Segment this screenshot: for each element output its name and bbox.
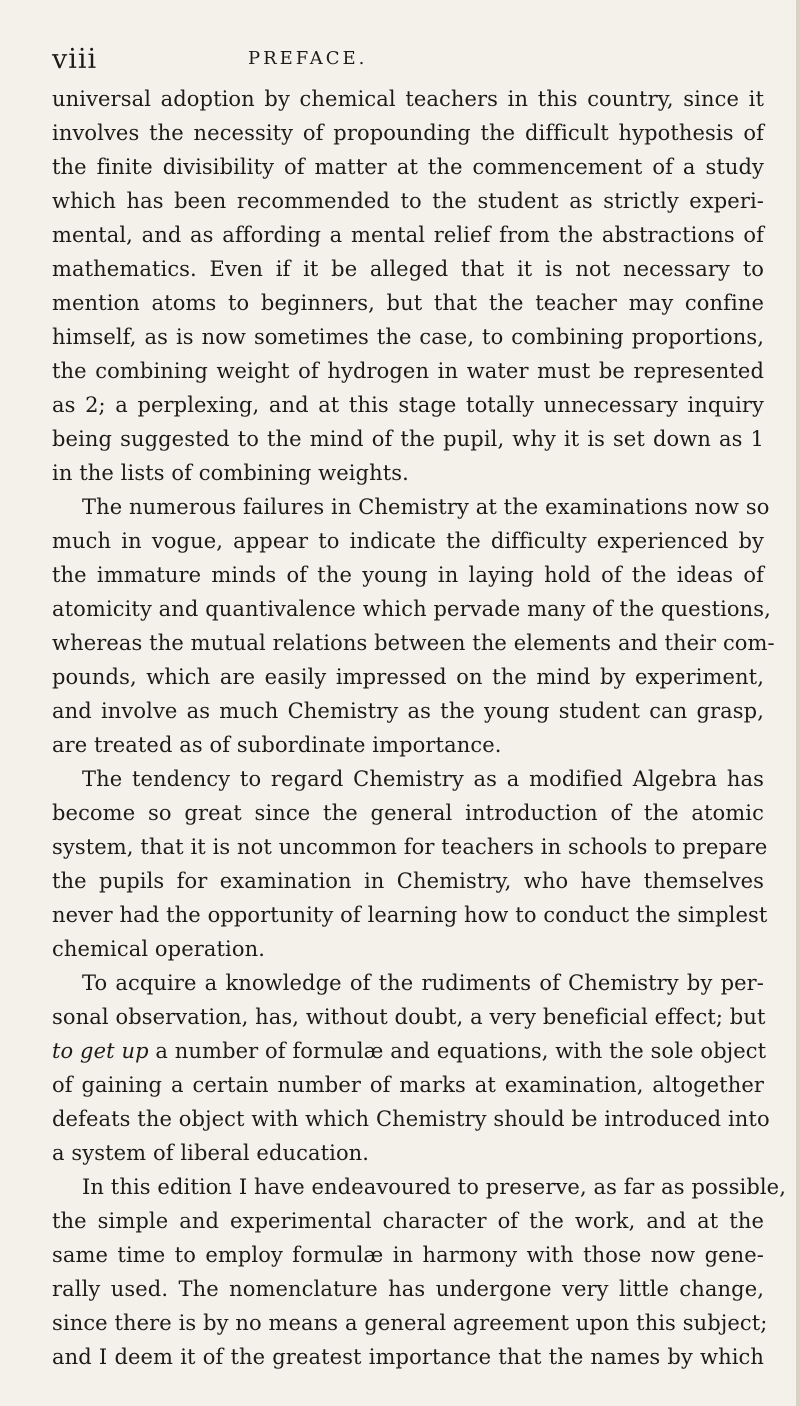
text-line bbox=[52, 286, 764, 320]
line-text: involves the necessity of propounding the difficult hypothesis of bbox=[52, 121, 764, 145]
line-text: become so great since the general introduction of the atomic bbox=[52, 801, 764, 825]
line-text: never had the opportunity of learning how to conduct the simplest bbox=[52, 903, 768, 927]
text-line bbox=[52, 320, 764, 354]
text-line bbox=[52, 1034, 767, 1068]
line-text: the simple and experimental character of the work, and at the bbox=[52, 1209, 764, 1233]
line-text: a number of formulæ and equations, with the sole object bbox=[155, 1039, 767, 1063]
text-line bbox=[52, 864, 764, 898]
text-line bbox=[52, 660, 764, 694]
text-line bbox=[52, 218, 764, 252]
line-text: himself, as is now sometimes the case, to combining proportions, bbox=[52, 325, 764, 349]
text-line bbox=[52, 796, 764, 830]
italic-phrase: to get up bbox=[52, 1039, 149, 1063]
line-text: being suggested to the mind of the pupil, why it is set down as 1 bbox=[52, 427, 764, 451]
line-text: and involve as much Chemistry as the young student can grasp, bbox=[52, 699, 764, 723]
text-line bbox=[52, 898, 768, 932]
line-text: The tendency to regard Chemistry as a modified Algebra has bbox=[82, 767, 764, 791]
text-line bbox=[52, 1170, 786, 1204]
line-text: the combining weight of hydrogen in water must be represented bbox=[52, 359, 764, 383]
line-text: much in vogue, appear to indicate the difficulty experienced by bbox=[52, 529, 764, 553]
text-line bbox=[52, 1068, 764, 1102]
line-text: chemical operation. bbox=[52, 937, 265, 961]
text-line bbox=[52, 524, 764, 558]
line-text: and I deem it of the greatest importance that the names by which bbox=[52, 1345, 764, 1369]
text-line bbox=[52, 1102, 770, 1136]
text-line bbox=[52, 1306, 768, 1340]
text-line bbox=[52, 490, 770, 524]
line-text: system, that it is not uncommon for teachers in schools to prepare bbox=[52, 835, 768, 859]
text-line bbox=[52, 966, 764, 1000]
text-line bbox=[52, 252, 764, 286]
text-line bbox=[52, 1340, 764, 1374]
page-edge bbox=[796, 0, 800, 1406]
line-text: sonal observation, has, without doubt, a very beneficial effect; but bbox=[52, 1005, 766, 1029]
line-text: In this edition I have endeavoured to preserve, as far as possible, bbox=[82, 1175, 786, 1199]
line-text: pounds, which are easily impressed on the mind by experiment, bbox=[52, 665, 764, 689]
line-text: defeats the object with which Chemistry should be introduced into bbox=[52, 1107, 770, 1131]
line-text: universal adoption by chemical teachers in this country, since it bbox=[52, 87, 764, 111]
text-line bbox=[52, 626, 775, 660]
line-text: mental, and as affording a mental relief from the abstractions of bbox=[52, 223, 764, 247]
text-line bbox=[52, 1136, 764, 1170]
text-line bbox=[52, 388, 764, 422]
text-line bbox=[52, 1272, 764, 1306]
line-text: are treated as of subordinate importance. bbox=[52, 733, 502, 757]
text-line bbox=[52, 184, 764, 218]
text-line bbox=[52, 116, 764, 150]
text-line bbox=[52, 422, 764, 456]
line-text: same time to employ formulæ in harmony with those now gene- bbox=[52, 1243, 764, 1267]
page-number: viii bbox=[52, 44, 98, 75]
text-line bbox=[52, 728, 764, 762]
line-text: To acquire a knowledge of the rudiments of Chemistry by per- bbox=[82, 971, 764, 995]
text-line bbox=[52, 830, 768, 864]
text-line bbox=[52, 456, 764, 490]
line-text: atomicity and quantivalence which pervade many of the questions, bbox=[52, 597, 771, 621]
line-text: whereas the mutual relations between the elements and their com- bbox=[52, 631, 775, 655]
running-head bbox=[52, 44, 752, 76]
line-text: rally used. The nomenclature has undergone very little change, bbox=[52, 1277, 764, 1301]
text-line bbox=[52, 558, 764, 592]
line-text: a system of liberal education. bbox=[52, 1141, 370, 1165]
running-title: PREFACE. bbox=[248, 48, 368, 69]
line-text: in the lists of combining weights. bbox=[52, 461, 409, 485]
text-line bbox=[52, 150, 764, 184]
text-line bbox=[52, 82, 764, 116]
text-line bbox=[52, 1238, 764, 1272]
text-line bbox=[52, 592, 771, 626]
line-text: the finite divisibility of matter at the commencement of a study bbox=[52, 155, 764, 179]
line-text: mention atoms to beginners, but that the teacher may confine bbox=[52, 291, 764, 315]
line-text: the immature minds of the young in laying hold of the ideas of bbox=[52, 563, 764, 587]
line-text: which has been recommended to the student as strictly experi- bbox=[52, 189, 764, 213]
line-text: the pupils for examination in Chemistry, who have themselves bbox=[52, 869, 764, 893]
line-text: as 2; a perplexing, and at this stage totally unnecessary inquiry bbox=[52, 393, 764, 417]
text-line bbox=[52, 354, 764, 388]
text-line bbox=[52, 1204, 764, 1238]
line-text: of gaining a certain number of marks at examination, altogether bbox=[52, 1073, 764, 1097]
text-line bbox=[52, 762, 764, 796]
body-text bbox=[52, 82, 786, 1374]
text-line bbox=[52, 694, 764, 728]
line-text: mathematics. Even if it be alleged that it is not necessary to bbox=[52, 257, 764, 281]
line-text: The numerous failures in Chemistry at the examinations now so bbox=[82, 495, 770, 519]
text-line bbox=[52, 932, 764, 966]
text-line bbox=[52, 1000, 764, 1034]
line-text: since there is by no means a general agreement upon this subject; bbox=[52, 1311, 768, 1335]
